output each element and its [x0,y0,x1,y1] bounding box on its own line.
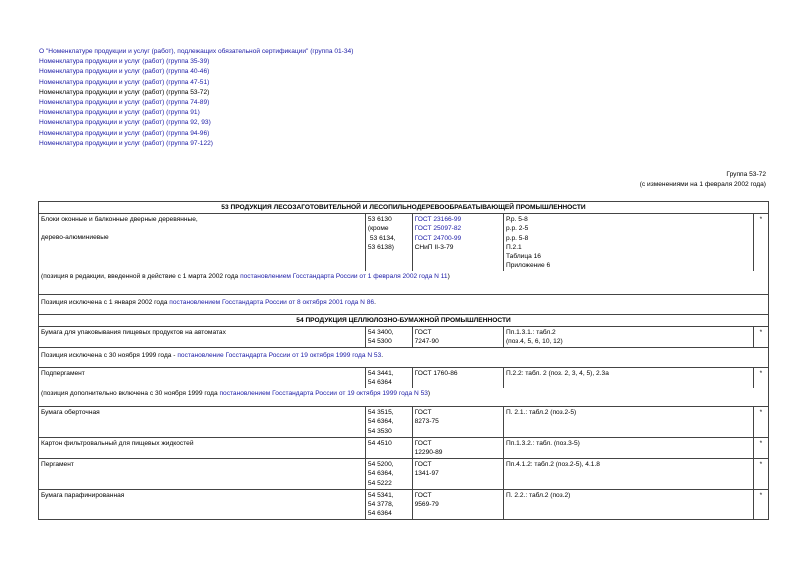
excluded-text: Позиция исключена с 1 января 2002 года [41,298,170,306]
link-group-94-96[interactable]: Номенклатура продукции и услуг (работ) (группа 94-96) [39,129,210,137]
gost-cell [412,437,503,458]
note-row [39,388,769,407]
section-54-title: 54 ПРОДУКЦИЯ ЦЕЛЛЮЛОЗНО-БУМАЖНОЙ ПРОМЫШЛЕННОСТИ [39,314,769,326]
product-name: Подпергамент [39,367,366,388]
product-name: Бумага для упаковывания пищевых продуктов на автоматах [39,327,366,348]
gost-value: 7247-90 [414,338,439,346]
req-value: П. 2.1.: табл.2 (поз.2-5) [503,407,753,438]
link-group-74-89[interactable]: Номенклатура продукции и услуг (работ) (группа 74-89) [39,99,210,107]
table-row [39,407,769,438]
link-group-40-46[interactable]: Номенклатура продукции и услуг (работ) (группа 40-46) [39,68,210,76]
note-cell [39,388,769,407]
table-row [39,214,769,272]
table-row [39,459,769,490]
section-53-title: 53 ПРОДУКЦИЯ ЛЕСОЗАГОТОВИТЕЛЬНОЙ И ЛЕСОПИЛЬНОДЕРЕВООБРАБАТЫВАЮЩЕЙ ПРОМЫШЛЕННОСТИ [39,202,769,214]
excluded-text: . [381,352,384,360]
gost-value: 12290-89 [414,449,443,457]
product-name: Бумага парафинированная [39,489,366,520]
product-name: Картон фильтровальный для пищевых жидкостей [39,437,366,458]
excluded-note [39,348,769,367]
code-value: 54 5222 [367,479,392,487]
decree-link[interactable]: постановлением Госстандарта России от 1 февраля 2002 года N 11 [240,273,448,281]
code-value: 54 3778, [367,501,394,509]
gost-value: 1341-97 [414,470,439,478]
note-row [39,271,769,294]
group-title: Группа 53-72 [726,171,766,178]
req-value: П. 2.2.: табл.2 (поз.2) [503,489,753,520]
code-value: (кроме [367,225,389,233]
mark-cell: * [753,459,768,490]
gost-cell [412,459,503,490]
group-subtitle: (с изменениями на 1 февраля 2002 года) [639,181,766,188]
code-value: 54 5300 [367,338,392,346]
req-value: (поз.4, 5, 6, 10, 12) [505,338,563,346]
code-value: 54 6364, [367,418,394,426]
mark-cell: * [753,489,768,520]
code-cell [365,489,412,520]
note-text: (позиция в редакции, введенной в действие с 1 марта 2002 года [41,273,241,281]
req-value: Таблица 16 [505,253,541,261]
mark-cell: * [753,437,768,458]
product-name: Блоки оконные и балконные дверные деревянные, [41,216,198,224]
gost-value: СНиП II-3-79 [414,243,454,251]
table-row [39,367,769,388]
gost-value: 9569-79 [414,501,439,509]
table-row [39,327,769,348]
req-value: Приложение 6 [505,262,551,270]
code-cell [365,327,412,348]
section-header-row [39,202,769,214]
decree-link[interactable]: постановление Госстандарта России от 19 октября 1999 года N 53 [177,352,382,360]
mark-cell: * [753,214,768,272]
code-value: 53 6130 [367,216,392,224]
gost-value: ГОСТ [414,329,432,337]
code-cell [365,407,412,438]
code-value: 54 5341, [367,491,394,499]
mark-cell: * [753,327,768,348]
nomenclature-table [38,201,769,520]
code-value: 53 6138) [367,243,394,251]
code-value: 54 5200, [367,461,394,469]
gost-value: 8273-75 [414,418,439,426]
product-name: Бумага оберточная [39,407,366,438]
excluded-row [39,294,769,314]
group-header [640,170,766,190]
gost-cell [412,489,503,520]
link-group-92-93[interactable]: Номенклатура продукции и услуг (работ) (группа 92, 93) [39,119,211,127]
gost-value: ГОСТ [414,461,432,469]
note-cell [39,271,769,294]
section-header-row [39,314,769,326]
product-name-cell [39,214,366,272]
code-value: 54 6364 [367,378,392,386]
code-value: 54 3515, [367,409,394,417]
product-name: Пергамент [39,459,366,490]
link-group-35-39[interactable]: Номенклатура продукции и услуг (работ) (группа 35-39) [39,58,210,66]
gost-cell [412,327,503,348]
code-value: 54 3400, [367,329,394,337]
requirements-cell [503,327,753,348]
decree-link[interactable]: постановлением Госстандарта России от 19 октября 1999 года N 53 [219,390,428,398]
mark-cell: * [753,407,768,438]
gost-link[interactable]: ГОСТ 23166-99 [414,216,462,224]
product-name: дерево-алюминиевые [41,234,109,242]
link-group-97-122[interactable]: Номенклатура продукции и услуг (работ) (группа 97-122) [39,139,213,147]
gost-value: ГОСТ 1760-86 [412,367,503,388]
gost-link[interactable]: ГОСТ 24700-99 [414,234,462,242]
link-group-91[interactable]: Номенклатура продукции и услуг (работ) (группа 91) [39,109,200,117]
code-value: 54 3441, [367,369,394,377]
gost-cell [412,407,503,438]
gost-value: ГОСТ [414,439,432,447]
document-links-list [39,47,353,149]
code-cell [365,367,412,388]
link-group-01-34[interactable]: О "Номенклатуре продукции и услуг (работ), подлежащих обязательной сертификации" (группа 01-34) [39,48,354,55]
gost-value: ГОСТ [414,409,432,417]
mark-cell: * [753,367,768,388]
req-value: Р.р. 5-8 [505,216,528,224]
req-value: р.р. 5-8 [505,234,529,242]
req-value: Пп.4.1.2: табл.2 (поз.2-5), 4.1.8 [503,459,753,490]
current-group-53-72: Номенклатура продукции и услуг (работ) (группа 53-72) [39,88,210,96]
excluded-text: . [374,298,376,306]
req-value: Пп.1.3.2.: табл. (поз.3-5) [503,437,753,458]
code-cell [365,214,412,272]
code-value: 54 4510 [365,437,412,458]
link-group-47-51[interactable]: Номенклатура продукции и услуг (работ) (группа 47-51) [39,78,210,86]
excluded-note [39,294,769,314]
req-value: П.2.1 [505,243,522,251]
table-row [39,437,769,458]
table-row [39,489,769,520]
code-value: 53 6134, [369,234,396,242]
code-value: 54 6364 [367,510,392,518]
note-text: (позиция дополнительно включена с 30 ноября 1999 года [41,390,220,398]
note-text: ) [447,273,450,281]
req-value: П.2.2: табл. 2 (поз. 2, 3, 4, 5), 2.3а [503,367,753,388]
excluded-row [39,348,769,367]
requirements-cell [503,214,753,272]
req-value: р.р. 2-5 [505,225,529,233]
gost-value: ГОСТ [414,491,432,499]
gost-cell [412,214,503,272]
excluded-text: Позиция исключена с 30 ноября 1999 года - [41,352,178,360]
code-value: 54 3530 [367,427,392,435]
req-value: Пп.1.3.1.: табл.2 [505,329,556,337]
note-text: ) [427,390,431,398]
decree-link[interactable]: постановлением Госстандарта России от 8 октября 2001 года N 86 [169,298,375,306]
code-cell [365,459,412,490]
gost-link[interactable]: ГОСТ 25097-82 [414,225,462,233]
code-value: 54 6364, [367,470,394,478]
